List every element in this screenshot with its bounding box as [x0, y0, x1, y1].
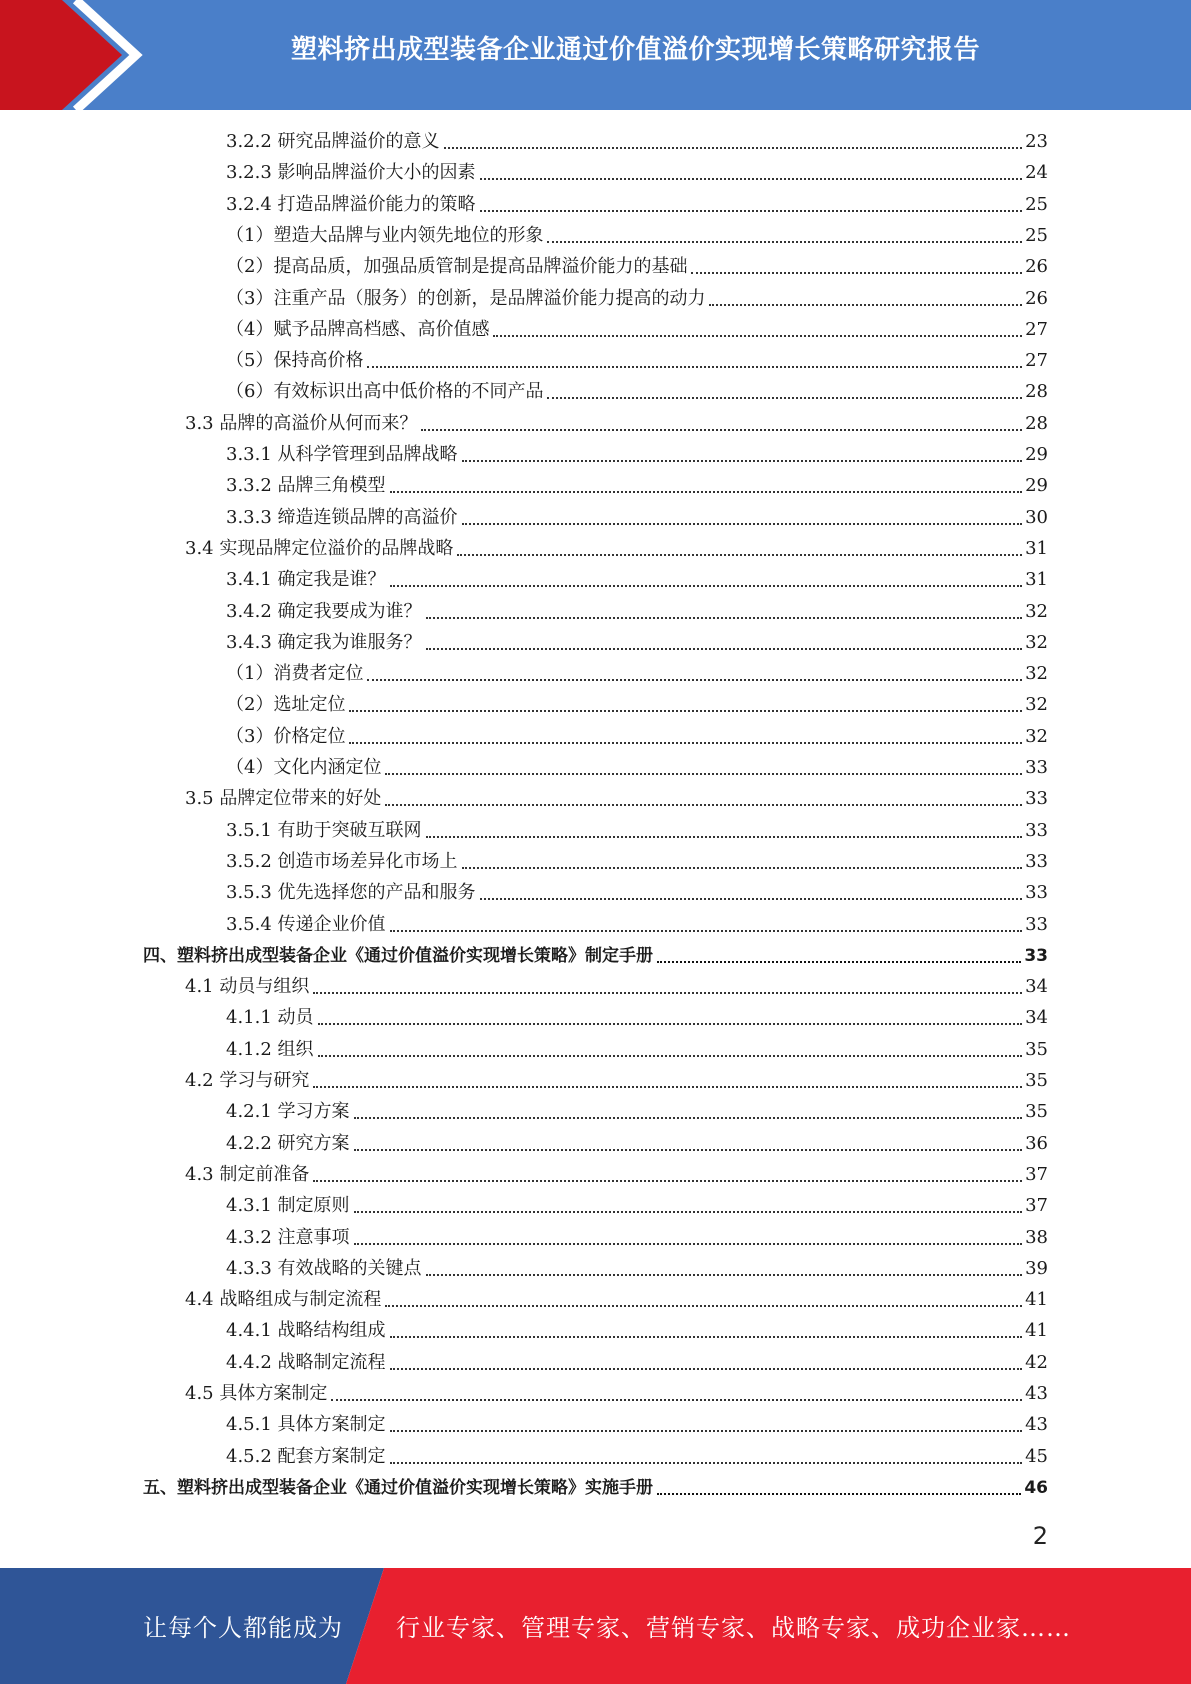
toc-entry[interactable] [226, 253, 1048, 279]
toc-entry-page: 35 [1025, 1038, 1048, 1060]
report-title: 塑料挤出成型装备企业通过价值溢价实现增长策略研究报告 [290, 35, 980, 65]
toc-dot-leader [390, 491, 1023, 493]
toc-entry-page: 38 [1025, 1226, 1048, 1248]
toc-entry-page: 33 [1025, 850, 1048, 872]
footer-slogan-right: 行业专家、管理专家、营销专家、战略专家、成功企业家…… [396, 1614, 1071, 1642]
toc-entry[interactable] [226, 879, 1048, 905]
toc-entry-label: 3.3.1 从科学管理到品牌战略 [226, 444, 458, 465]
toc-entry-label: 五、塑料挤出成型装备企业《通过价值溢价实现增长策略》实施手册 [143, 1477, 653, 1498]
toc-entry[interactable] [226, 848, 1048, 874]
toc-entry-page: 31 [1025, 537, 1048, 559]
toc-dot-leader [462, 867, 1023, 869]
toc-entry-page: 34 [1025, 1007, 1048, 1029]
toc-entry-label: （2）选址定位 [226, 694, 346, 716]
toc-entry-label: （4）赋予品牌高档感、高价值感 [226, 318, 490, 340]
toc-entry[interactable] [226, 1349, 1048, 1375]
toc-dot-leader [462, 523, 1023, 525]
toc-entry-label: 3.4.2 确定我要成为谁？ [226, 600, 422, 622]
toc-dot-leader [462, 460, 1023, 462]
toc-entry[interactable] [226, 316, 1048, 342]
toc-dot-leader [426, 836, 1023, 838]
toc-entry[interactable] [185, 535, 1048, 561]
toc-dot-leader [354, 1149, 1023, 1151]
toc-entry[interactable] [226, 660, 1048, 686]
toc-entry-page: 37 [1025, 1163, 1048, 1185]
toc-entry-label: 3.5.1 有助于突破互联网 [226, 819, 422, 841]
toc-entry[interactable] [226, 754, 1048, 780]
toc-entry[interactable] [185, 1286, 1048, 1312]
toc-dot-leader [457, 554, 1022, 556]
toc-dot-leader [480, 210, 1023, 212]
toc-dot-leader [547, 241, 1022, 243]
toc-entry-page: 32 [1025, 600, 1048, 622]
toc-entry-page: 35 [1025, 1070, 1048, 1091]
toc-entry-page: 33 [1025, 913, 1048, 935]
toc-entry-page: 33 [1025, 788, 1048, 810]
toc-dot-leader [390, 930, 1023, 932]
toc-dot-leader [426, 617, 1023, 619]
toc-dot-leader [709, 304, 1022, 306]
toc-dot-leader [367, 366, 1022, 368]
toc-dot-leader [354, 1211, 1023, 1213]
toc-entry-page: 33 [1024, 945, 1048, 966]
toc-entry-label: （1）塑造大品牌与业内领先地位的形象 [226, 224, 544, 246]
toc-dot-leader [349, 742, 1022, 744]
toc-entry[interactable] [185, 1380, 1048, 1406]
toc-entry[interactable] [185, 1067, 1048, 1093]
toc-entry-label: 4.4 战略组成与制定流程 [185, 1289, 382, 1311]
toc-entry-label: （3）价格定位 [226, 725, 346, 747]
toc-entry-label: 4.1.1 动员 [226, 1007, 314, 1029]
toc-dot-leader [318, 1023, 1023, 1025]
toc-entry[interactable] [226, 1411, 1048, 1437]
toc-entry-page: 25 [1025, 193, 1048, 215]
toc-entry[interactable] [226, 1192, 1048, 1218]
toc-entry-label: 4.3.2 注意事项 [226, 1226, 350, 1248]
toc-entry-label: 4.3 制定前准备 [185, 1163, 310, 1185]
toc-entry[interactable] [226, 191, 1048, 217]
toc-entry-page: 33 [1025, 819, 1048, 841]
toc-dot-leader [385, 804, 1022, 806]
toc-dot-leader [426, 1274, 1023, 1276]
toc-entry[interactable] [226, 1443, 1048, 1469]
toc-entry-label: 4.5 具体方案制定 [185, 1383, 328, 1404]
toc-entry[interactable] [226, 1317, 1048, 1343]
toc-dot-leader [313, 992, 1022, 994]
toc-entry-label: 4.2.1 学习方案 [226, 1101, 350, 1123]
toc-dot-leader [385, 1305, 1022, 1307]
toc-entry-label: 4.1 动员与组织 [185, 976, 310, 998]
toc-dot-leader [657, 1493, 1021, 1495]
toc-entry-page: 29 [1025, 444, 1048, 465]
toc-entry-page: 28 [1025, 412, 1048, 434]
toc-dot-leader [390, 1368, 1023, 1370]
toc-entry-page: 24 [1025, 162, 1048, 184]
toc-dot-leader [349, 710, 1022, 712]
toc-entry-page: 42 [1025, 1351, 1048, 1373]
toc-entry-page: 30 [1025, 506, 1048, 528]
toc-entry-page: 37 [1025, 1195, 1048, 1217]
toc-entry[interactable] [226, 629, 1048, 655]
toc-entry-label: 3.5 品牌定位带来的好处 [185, 788, 382, 810]
toc-dot-leader [331, 1399, 1022, 1401]
toc-entry-page: 29 [1025, 475, 1048, 497]
page-header [0, 0, 1191, 110]
toc-entry-label: 四、塑料挤出成型装备企业《通过价值溢价实现增长策略》制定手册 [143, 945, 653, 966]
toc-entry[interactable] [226, 723, 1048, 749]
toc-entry-page: 43 [1025, 1383, 1048, 1404]
toc-entry-label: 3.4 实现品牌定位溢价的品牌战略 [185, 537, 454, 559]
toc-entry[interactable] [185, 410, 1048, 436]
toc-chapter-entry[interactable] [143, 942, 1048, 968]
toc-entry-page: 26 [1025, 256, 1048, 278]
toc-chapter-entry[interactable] [143, 1474, 1048, 1500]
toc-entry-page: 31 [1025, 569, 1048, 591]
toc-entry-label: 4.1.2 组织 [226, 1038, 314, 1060]
toc-entry-label: 4.3.1 制定原则 [226, 1195, 350, 1217]
toc-dot-leader [313, 1180, 1022, 1182]
toc-dot-leader [480, 178, 1023, 180]
toc-entry-page: 26 [1025, 287, 1048, 309]
toc-entry[interactable] [226, 598, 1048, 624]
toc-entry-label: 3.5.4 传递企业价值 [226, 913, 386, 935]
toc-entry[interactable] [226, 222, 1048, 248]
toc-entry-page: 41 [1025, 1320, 1048, 1342]
toc-entry-label: 4.5.2 配套方案制定 [226, 1445, 386, 1467]
toc-entry[interactable] [226, 378, 1048, 404]
toc-entry-page: 46 [1024, 1477, 1048, 1498]
toc-entry[interactable] [185, 1161, 1048, 1187]
toc-entry-page: 27 [1025, 318, 1048, 340]
footer-slogan-left: 让每个人都能成为 [143, 1614, 343, 1642]
toc-entry[interactable] [226, 1004, 1048, 1030]
toc-entry[interactable] [226, 159, 1048, 185]
toc-entry[interactable] [226, 285, 1048, 311]
toc-entry-page: 23 [1025, 131, 1048, 152]
toc-dot-leader [318, 1055, 1023, 1057]
toc-dot-leader [367, 679, 1022, 681]
toc-entry[interactable] [226, 566, 1048, 592]
toc-entry-label: 3.3.3 缔造连锁品牌的高溢价 [226, 506, 458, 528]
toc-entry-label: 4.4.2 战略制定流程 [226, 1351, 386, 1373]
toc-entry-label: 3.2.2 研究品牌溢价的意义 [226, 131, 440, 152]
toc-dot-leader [691, 272, 1022, 274]
toc-entry[interactable] [226, 128, 1048, 154]
toc-entry-page: 32 [1025, 725, 1048, 747]
toc-entry[interactable] [226, 1255, 1048, 1281]
toc-dot-leader [421, 429, 1022, 431]
toc-dot-leader [480, 898, 1023, 900]
toc-dot-leader [390, 1462, 1023, 1464]
toc-entry[interactable] [226, 691, 1048, 717]
toc-entry-page: 41 [1025, 1289, 1048, 1311]
toc-entry[interactable] [226, 1098, 1048, 1124]
toc-entry-label: （4）文化内涵定位 [226, 757, 382, 778]
toc-dot-leader [385, 773, 1022, 775]
toc-entry-label: 4.2.2 研究方案 [226, 1132, 350, 1154]
toc-dot-leader [493, 335, 1022, 337]
toc-entry[interactable] [226, 817, 1048, 843]
toc-entry-page: 36 [1025, 1132, 1048, 1154]
toc-entry-label: （3）注重产品（服务）的创新，是品牌溢价能力提高的动力 [226, 287, 706, 309]
toc-entry[interactable] [185, 973, 1048, 999]
toc-entry-page: 35 [1025, 1101, 1048, 1123]
toc-entry-label: 3.3 品牌的高溢价从何而来？ [185, 412, 418, 434]
toc-dot-leader [444, 147, 1023, 149]
toc-entry-page: 33 [1025, 757, 1048, 778]
toc-entry[interactable] [226, 1130, 1048, 1156]
toc-dot-leader [657, 961, 1021, 963]
page-number: 2 [1032, 1522, 1048, 1550]
toc-entry-label: （6）有效标识出高中低价格的不同产品 [226, 381, 544, 403]
toc-entry-label: 3.2.3 影响品牌溢价大小的因素 [226, 162, 476, 184]
toc-entry-label: 4.4.1 战略结构组成 [226, 1320, 386, 1342]
toc-entry-page: 32 [1025, 631, 1048, 653]
toc-entry-label: 3.5.2 创造市场差异化市场上 [226, 850, 458, 872]
toc-dot-leader [354, 1117, 1023, 1119]
toc-entry[interactable] [226, 911, 1048, 937]
toc-entry-label: 4.5.1 具体方案制定 [226, 1414, 386, 1436]
toc-dot-leader [390, 585, 1023, 587]
toc-dot-leader [390, 1430, 1023, 1432]
toc-entry-page: 33 [1025, 882, 1048, 904]
toc-entry[interactable] [226, 504, 1048, 530]
toc-entry-page: 32 [1025, 694, 1048, 716]
toc-entry-label: 4.3.3 有效战略的关键点 [226, 1257, 422, 1279]
toc-entry[interactable] [185, 785, 1048, 811]
toc-entry-label: （5）保持高价格 [226, 350, 364, 372]
toc-entry[interactable] [226, 1224, 1048, 1250]
toc-entry-page: 28 [1025, 381, 1048, 403]
toc-entry-page: 39 [1025, 1257, 1048, 1279]
toc-dot-leader [426, 648, 1023, 650]
toc-entry-label: 3.3.2 品牌三角模型 [226, 475, 386, 497]
toc-entry-page: 25 [1025, 224, 1048, 246]
toc-dot-leader [354, 1243, 1023, 1245]
toc-entry-page: 32 [1025, 663, 1048, 685]
toc-entry-label: 3.4.3 确定我为谁服务？ [226, 631, 422, 653]
toc-entry-page: 43 [1025, 1414, 1048, 1436]
toc-entry-label: 3.2.4 打造品牌溢价能力的策略 [226, 193, 476, 215]
toc-entry[interactable] [226, 472, 1048, 498]
toc-entry[interactable] [226, 1036, 1048, 1062]
toc-dot-leader [547, 397, 1022, 399]
toc-entry-page: 27 [1025, 350, 1048, 372]
toc-entry-page: 45 [1025, 1445, 1048, 1467]
toc-entry-label: 3.5.3 优先选择您的产品和服务 [226, 882, 476, 904]
toc-entry[interactable] [226, 347, 1048, 373]
toc-dot-leader [313, 1086, 1022, 1088]
toc-entry-page: 34 [1025, 976, 1048, 998]
page-footer [0, 1568, 1191, 1684]
toc-entry-label: （2）提高品质，加强品质管制是提高品牌溢价能力的基础 [226, 256, 688, 278]
toc-entry-label: 4.2 学习与研究 [185, 1070, 310, 1091]
toc-dot-leader [390, 1336, 1023, 1338]
toc-entry[interactable] [226, 441, 1048, 467]
toc-entry-label: 3.4.1 确定我是谁？ [226, 569, 386, 591]
header-arrow-decoration [0, 0, 160, 110]
toc-entry-label: （1）消费者定位 [226, 663, 364, 685]
